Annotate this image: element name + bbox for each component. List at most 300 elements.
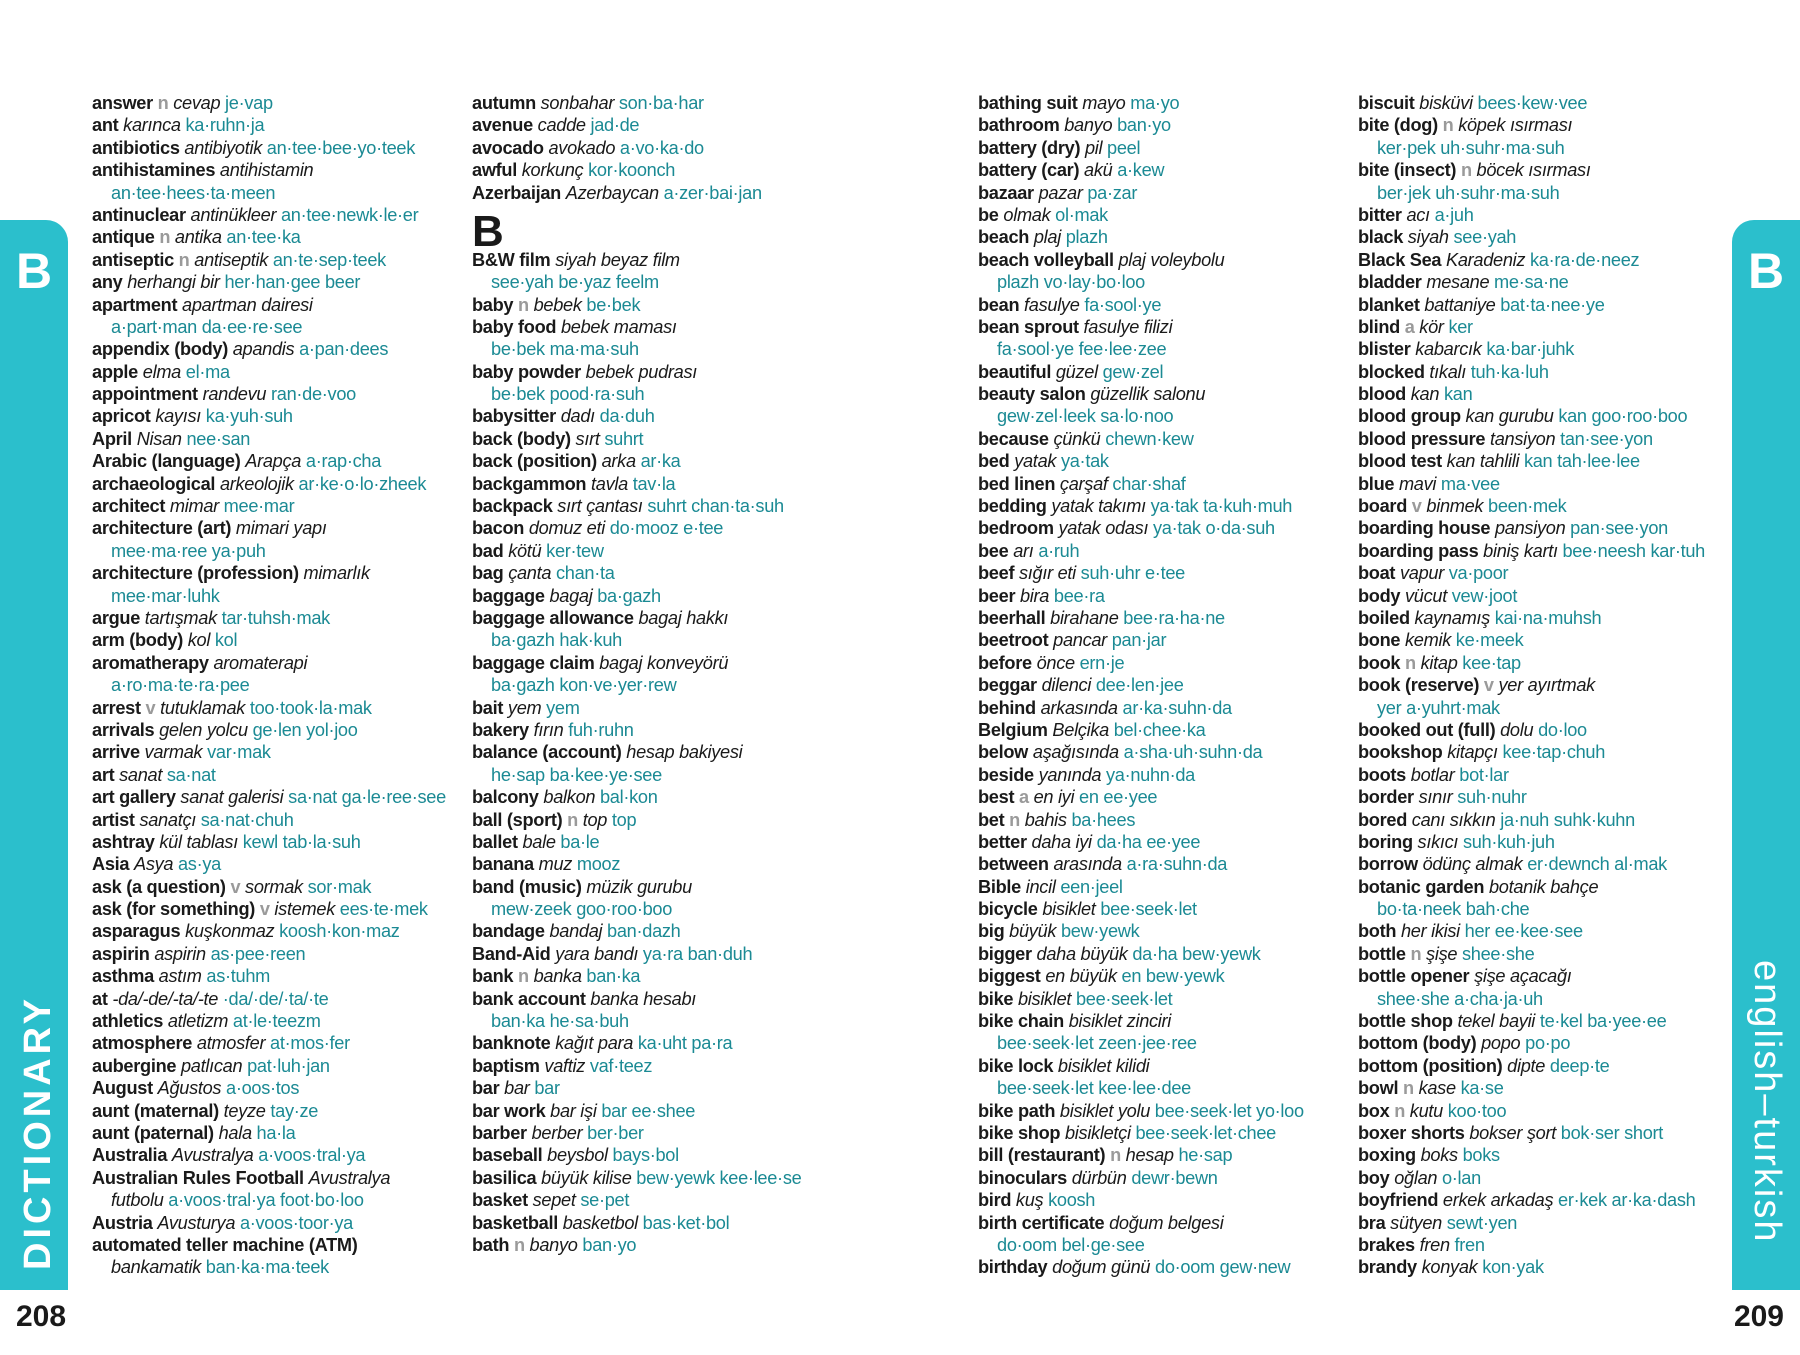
dictionary-entry — [1358, 249, 1728, 271]
pronunciation: bee·seek·let·chee — [1135, 1122, 1276, 1143]
dictionary-entry — [1358, 607, 1728, 629]
turkish-translation: bagaj konveyörü — [599, 652, 729, 673]
dictionary-entry — [978, 1144, 1348, 1166]
entry-continuation — [92, 540, 462, 562]
entry-continuation — [978, 271, 1348, 293]
dictionary-entry — [92, 988, 462, 1010]
turkish-translation: dürbün — [1071, 1167, 1127, 1188]
dictionary-entry — [978, 92, 1348, 114]
entry-continuation — [1358, 137, 1728, 159]
headword: blanket — [1358, 294, 1420, 315]
dictionary-entry — [978, 652, 1348, 674]
pronunciation: bee·neesh kar·tuh — [1562, 540, 1705, 561]
turkish-translation: Nisan — [136, 428, 182, 449]
dictionary-entry — [1358, 674, 1728, 696]
pronunciation: kan tah·lee·lee — [1523, 451, 1640, 472]
headword: bank account — [472, 988, 586, 1009]
dictionary-entry — [472, 652, 842, 674]
turkish-translation: bagaj hakkı — [638, 608, 729, 628]
pronunciation: a·ruh — [1038, 540, 1080, 561]
pronunciation: he·sap ba·kee·ye·see — [491, 764, 662, 785]
headword: babysitter — [472, 406, 556, 427]
dictionary-entry — [92, 786, 462, 808]
dictionary-entry — [92, 405, 462, 427]
pronunciation: ar·ka·suhn·da — [1122, 697, 1232, 718]
turkish-translation: çünkü — [1053, 428, 1101, 449]
turkish-translation: yatak odası — [1058, 518, 1149, 539]
pronunciation: jad·de — [590, 115, 640, 136]
turkish-translation: antihistamin — [219, 160, 314, 181]
section-letter-right: B — [1747, 243, 1785, 299]
part-of-speech: n — [1405, 652, 1416, 673]
dictionary-entry — [92, 159, 462, 181]
pronunciation: at·le·teezm — [232, 1011, 321, 1032]
dictionary-entry — [1358, 114, 1728, 136]
pronunciation: sa·nat ga·le·ree·see — [288, 787, 446, 808]
headword: bazaar — [978, 182, 1034, 203]
dictionary-entry — [92, 473, 462, 495]
headword: boiled — [1358, 607, 1410, 628]
dictionary-entry — [92, 898, 462, 920]
pronunciation: ya·tak ta·kuh·muh — [1150, 496, 1293, 517]
dictionary-entry — [472, 137, 842, 159]
dictionary-entry — [472, 1167, 842, 1189]
dictionary-entry — [1358, 1167, 1728, 1189]
turkish-translation: bale — [522, 831, 556, 852]
turkish-translation: daha iyi — [1031, 831, 1092, 852]
dictionary-entry — [1358, 540, 1728, 562]
turkish-translation: erkek arkadaş — [1442, 1190, 1554, 1211]
turkish-translation: aspirin — [154, 943, 206, 964]
headword: avocado — [472, 137, 544, 158]
pronunciation: tar·tuhsh·mak — [221, 607, 330, 628]
dictionary-entry — [1358, 1234, 1728, 1256]
part-of-speech: v — [1411, 496, 1422, 517]
turkish-translation: sırt çantası — [557, 496, 643, 517]
headword: autumn — [472, 93, 536, 113]
headword: aunt (maternal) — [92, 1100, 219, 1121]
turkish-translation: dadı — [560, 406, 595, 427]
entry-continuation — [472, 898, 842, 920]
dictionary-entry — [978, 562, 1348, 584]
pronunciation: a·rap·cha — [305, 451, 382, 472]
dictionary-entry — [472, 943, 842, 965]
turkish-translation: cadde — [537, 115, 586, 136]
pronunciation: a·zer·bai·jan — [663, 182, 762, 203]
turkish-translation: pil — [1084, 137, 1103, 158]
headword: beggar — [978, 675, 1037, 696]
dictionary-entry — [472, 114, 842, 136]
headword: ballet — [472, 831, 518, 852]
turkish-translation: Arapça — [245, 451, 302, 472]
pronunciation: bee·seek·let yo·loo — [1154, 1100, 1304, 1121]
headword: April — [92, 428, 132, 449]
pronunciation: deep·te — [1549, 1055, 1610, 1076]
dictionary-entry — [978, 697, 1348, 719]
dictionary-entry — [978, 1167, 1348, 1189]
pronunciation: koosh — [1048, 1190, 1096, 1211]
entry-continuation — [978, 1032, 1348, 1054]
dictionary-entry — [1358, 652, 1728, 674]
dictionary-entry — [1358, 226, 1728, 248]
dictionary-entry — [472, 1189, 842, 1211]
pronunciation: bee·ra·ha·ne — [1123, 607, 1225, 628]
headword: bike shop — [978, 1122, 1061, 1143]
turkish-translation: aromaterapi — [213, 652, 308, 673]
entry-continuation — [92, 585, 462, 607]
dictionary-entry — [978, 182, 1348, 204]
dictionary-entry — [978, 226, 1348, 248]
headword: architecture (art) — [92, 518, 232, 539]
dictionary-column-4 — [1358, 92, 1728, 1279]
turkish-translation: bebek maması — [560, 316, 677, 337]
entry-continuation — [472, 271, 842, 293]
headword: bathing suit — [978, 93, 1078, 113]
headword: ant — [92, 115, 119, 136]
headword: bathroom — [978, 115, 1060, 136]
pronunciation: pa·zar — [1087, 182, 1138, 203]
pronunciation: at·mos·fer — [270, 1033, 350, 1054]
entry-continuation — [92, 1189, 462, 1211]
headword: ashtray — [92, 831, 155, 852]
turkish-translation: pazar — [1038, 182, 1083, 203]
pronunciation: her·han·gee beer — [224, 272, 361, 293]
headword: bone — [1358, 630, 1401, 651]
turkish-translation: bokser şort — [1469, 1122, 1557, 1143]
headword: backgammon — [472, 473, 587, 494]
pronunciation: tuh·ka·luh — [1470, 361, 1549, 382]
pronunciation: bo·ta·neek bah·che — [1377, 899, 1530, 920]
pronunciation: ka·uht pa·ra — [637, 1033, 733, 1054]
dictionary-entry — [1358, 1077, 1728, 1099]
turkish-translation: sığır eti — [1018, 563, 1076, 584]
pronunciation: her ee·kee·see — [1464, 921, 1583, 942]
pronunciation: kan goo·roo·boo — [1558, 406, 1688, 427]
pronunciation: koosh·kon·maz — [279, 921, 400, 942]
dictionary-entry — [92, 338, 462, 360]
dictionary-entry — [1358, 159, 1728, 181]
headword: better — [978, 831, 1027, 852]
headword: art — [92, 764, 115, 785]
headword: boy — [1358, 1167, 1390, 1188]
dictionary-entry — [978, 294, 1348, 316]
turkish-translation: istemek — [274, 899, 335, 920]
dictionary-entry — [92, 1032, 462, 1054]
turkish-translation: basketbol — [562, 1212, 638, 1233]
headword: blind — [1358, 316, 1400, 337]
headword: appendix (body) — [92, 339, 228, 360]
turkish-translation: sonbahar — [540, 93, 615, 113]
dictionary-entry — [92, 1212, 462, 1234]
pronunciation: kol — [214, 630, 238, 651]
turkish-translation: bisiklet zinciri — [1068, 1011, 1172, 1032]
dictionary-entry — [472, 1144, 842, 1166]
turkish-translation: bandaj — [549, 921, 603, 942]
headword: basilica — [472, 1167, 537, 1188]
dictionary-entry — [978, 383, 1348, 405]
headword: bait — [472, 697, 504, 718]
pronunciation: ya·ra ban·duh — [642, 943, 753, 964]
pronunciation: ba·le — [560, 831, 600, 852]
turkish-translation: plaj voleybolu — [1118, 249, 1225, 270]
pronunciation: a·pan·dees — [299, 339, 389, 360]
turkish-translation: güzellik salonu — [1090, 384, 1206, 405]
pronunciation: me·sa·ne — [1494, 272, 1569, 293]
headword: apple — [92, 361, 139, 382]
turkish-translation: tutuklamak — [160, 697, 246, 718]
turkish-translation: mimari yapı — [235, 518, 327, 539]
dictionary-entry — [472, 428, 842, 450]
turkish-translation: kuş — [1015, 1190, 1044, 1211]
dictionary-entry — [978, 114, 1348, 136]
dictionary-entry — [1358, 1010, 1728, 1032]
turkish-translation: bisiklet kilidi — [1057, 1055, 1150, 1076]
headword: boyfriend — [1358, 1190, 1439, 1211]
turkish-translation: kül tablası — [159, 831, 238, 852]
turkish-translation: yara bandı — [555, 943, 639, 964]
turkish-translation: kol — [187, 630, 211, 651]
turkish-translation: pancar — [1053, 630, 1107, 651]
pronunciation: ban·yo — [1117, 115, 1171, 136]
turkish-translation: her ikisi — [1400, 921, 1460, 942]
turkish-translation: kaynamış — [1414, 607, 1490, 628]
dictionary-entry — [92, 1055, 462, 1077]
headword: booked out (full) — [1358, 719, 1496, 740]
pronunciation: mooz — [576, 854, 621, 875]
headword: beer — [978, 585, 1016, 606]
headword: bill (restaurant) — [978, 1145, 1106, 1166]
dictionary-entry — [978, 764, 1348, 786]
turkish-translation: güzel — [1055, 361, 1098, 382]
pronunciation: fuh·ruhn — [568, 719, 634, 740]
part-of-speech: v — [145, 697, 156, 718]
dictionary-entry — [1358, 809, 1728, 831]
headword: blood group — [1358, 406, 1461, 427]
dictionary-entry — [978, 831, 1348, 853]
turkish-translation: bar — [504, 1078, 530, 1099]
turkish-translation: bisküvi — [1419, 93, 1473, 113]
turkish-translation: bisiklet yolu — [1059, 1100, 1151, 1121]
turkish-translation: kabarcık — [1415, 339, 1482, 360]
pronunciation: se·pet — [580, 1190, 630, 1211]
dictionary-entry — [92, 137, 462, 159]
dictionary-entry — [978, 876, 1348, 898]
turkish-translation: bar işi — [550, 1100, 597, 1121]
dictionary-entry — [978, 1212, 1348, 1234]
headword: baseball — [472, 1145, 543, 1166]
pronunciation: plazh vo·lay·bo·loo — [997, 272, 1145, 293]
turkish-translation: astım — [158, 966, 202, 987]
dictionary-entry — [978, 204, 1348, 226]
headword: bicycle — [978, 899, 1038, 920]
turkish-translation: banyo — [1064, 115, 1113, 136]
turkish-translation: banka hesabı — [590, 988, 697, 1009]
dictionary-entry — [1358, 943, 1728, 965]
headword: balcony — [472, 787, 539, 808]
pronunciation: ka·ruhn·ja — [185, 115, 265, 136]
turkish-translation: müzik gurubu — [586, 876, 692, 897]
turkish-translation: bisiklet — [1017, 988, 1072, 1009]
dictionary-entry — [472, 1077, 842, 1099]
entry-continuation — [1358, 898, 1728, 920]
headword: bed — [978, 451, 1010, 472]
headword: birth certificate — [978, 1212, 1105, 1233]
pronunciation: kor·koonch — [588, 160, 676, 181]
headword: awful — [472, 160, 517, 181]
headword: art gallery — [92, 787, 176, 808]
dictionary-entry — [92, 249, 462, 271]
headword: both — [1358, 921, 1397, 942]
dictionary-entry — [472, 562, 842, 584]
dictionary-entry — [1358, 204, 1728, 226]
dictionary-entry — [472, 361, 842, 383]
entry-continuation — [1358, 697, 1728, 719]
turkish-translation: boks — [1420, 1145, 1458, 1166]
headword: argue — [92, 607, 141, 628]
headword: bitter — [1358, 204, 1402, 225]
headword: bike lock — [978, 1055, 1054, 1076]
dictionary-entry — [472, 450, 842, 472]
dictionary-entry — [472, 719, 842, 741]
turkish-translation: teyze — [223, 1100, 266, 1121]
pronunciation: bew·yewk kee·lee·se — [636, 1167, 802, 1188]
dictionary-entry — [92, 764, 462, 786]
dictionary-entry — [978, 540, 1348, 562]
headword: blood pressure — [1358, 428, 1486, 449]
headword: aunt (paternal) — [92, 1122, 214, 1143]
dictionary-entry — [92, 809, 462, 831]
turkish-translation: mavi — [1398, 473, 1437, 494]
part-of-speech: n — [178, 249, 190, 270]
headword: battery (dry) — [978, 137, 1081, 158]
headword: beetroot — [978, 630, 1049, 651]
pronunciation: be·bek pood·ra·suh — [491, 384, 645, 405]
turkish-translation: böcek ısırması — [1476, 160, 1591, 181]
pronunciation: tan·see·yon — [1560, 428, 1653, 449]
turkish-translation: kayısı — [155, 406, 202, 427]
turkish-translation: kan gurubu — [1465, 406, 1554, 427]
turkish-translation: antibiyotik — [184, 137, 262, 158]
turkish-translation: domuz eti — [528, 518, 605, 539]
dictionary-entry — [92, 943, 462, 965]
pronunciation: suhrt chan·ta·suh — [647, 496, 784, 517]
turkish-translation: sanatçı — [139, 809, 196, 830]
turkish-translation: çarşaf — [1059, 473, 1108, 494]
turkish-translation: sıkıcı — [1417, 831, 1459, 852]
pronunciation: a·oos·tos — [226, 1078, 300, 1099]
pronunciation: dewr·bewn — [1131, 1167, 1218, 1188]
headword: basket — [472, 1190, 528, 1211]
pronunciation: gew·zel — [1102, 361, 1164, 382]
turkish-translation: siyah — [1407, 227, 1449, 248]
turkish-translation: Belçika — [1052, 719, 1109, 740]
entry-continuation — [472, 674, 842, 696]
pronunciation: bew·yewk — [1060, 921, 1140, 942]
dictionary-entry — [1358, 1055, 1728, 1077]
dictionary-entry — [1358, 1189, 1728, 1211]
headword: bet — [978, 809, 1005, 830]
pronunciation: as·ya — [177, 854, 221, 875]
turkish-translation: kağıt para — [555, 1033, 634, 1054]
part-of-speech: a — [1018, 787, 1029, 808]
headword: backpack — [472, 496, 553, 517]
pronunciation: an·te·sep·teek — [272, 249, 386, 270]
headword: Azerbaijan — [472, 182, 561, 203]
dictionary-entry — [92, 1100, 462, 1122]
pronunciation: kai·na·muhsh — [1494, 607, 1602, 628]
part-of-speech: n — [159, 227, 171, 248]
pronunciation: shee·she a·cha·ja·uh — [1377, 988, 1543, 1009]
pronunciation: yem — [546, 697, 580, 718]
headword: below — [978, 742, 1029, 763]
dictionary-entry — [978, 1055, 1348, 1077]
turkish-translation: mesane — [1426, 272, 1490, 293]
turkish-translation: mayo — [1082, 93, 1126, 113]
dictionary-entry — [92, 226, 462, 248]
turkish-translation: kitap — [1420, 652, 1458, 673]
headword: basketball — [472, 1212, 558, 1233]
pronunciation: suh·kuh·juh — [1462, 831, 1555, 852]
turkish-translation: fırın — [533, 719, 564, 740]
dictionary-entry — [978, 674, 1348, 696]
headword: boring — [1358, 831, 1413, 852]
turkish-translation: kemik — [1405, 630, 1452, 651]
section-tab-right — [1732, 220, 1800, 1290]
pronunciation: ran·de·voo — [271, 384, 356, 405]
pronunciation: ka·ra·de·neez — [1529, 249, 1640, 270]
dictionary-entry — [472, 697, 842, 719]
headword: best — [978, 787, 1015, 808]
headword: big — [978, 921, 1005, 942]
turkish-translation: dilenci — [1041, 675, 1092, 696]
part-of-speech: n — [1110, 1145, 1121, 1166]
headword: arm (body) — [92, 630, 183, 651]
pronunciation: va·poor — [1448, 563, 1509, 584]
dictionary-entry — [92, 450, 462, 472]
turkish-translation: yem — [507, 697, 542, 718]
dictionary-entry — [978, 786, 1348, 808]
dictionary-entry — [1358, 316, 1728, 338]
turkish-translation: karınca — [123, 115, 181, 136]
dictionary-entry — [92, 1234, 462, 1256]
pronunciation: po·po — [1525, 1033, 1571, 1054]
entry-continuation — [978, 338, 1348, 360]
dictionary-entry — [978, 809, 1348, 831]
headword: bladder — [1358, 272, 1422, 293]
turkish-translation: kitapçı — [1447, 742, 1498, 763]
pronunciation: as·tuhm — [206, 966, 270, 987]
dictionary-entry — [978, 943, 1348, 965]
turkish-translation: -da/-de/-ta/-te — [112, 988, 219, 1009]
pronunciation: sor·mak — [307, 876, 372, 897]
turkish-translation: olmak — [1003, 204, 1051, 225]
dictionary-entry — [472, 1122, 842, 1144]
turkish-translation: yatak takımı — [1051, 496, 1146, 517]
pronunciation: do·oom bel·ge·see — [997, 1234, 1145, 1255]
turkish-translation: tıkalı — [1429, 361, 1467, 382]
headword: at — [92, 988, 108, 1009]
turkish-translation: Ağustos — [157, 1078, 222, 1099]
headword: body — [1358, 585, 1401, 606]
turkish-translation: popo — [1481, 1033, 1521, 1054]
entry-continuation — [978, 1077, 1348, 1099]
headword: blocked — [1358, 361, 1425, 382]
pronunciation: ke·meek — [1455, 630, 1524, 651]
dictionary-entry — [472, 517, 842, 539]
dictionary-entry — [472, 92, 842, 114]
turkish-translation: tekel bayii — [1457, 1011, 1536, 1032]
turkish-translation: doğum günü — [1052, 1257, 1151, 1278]
